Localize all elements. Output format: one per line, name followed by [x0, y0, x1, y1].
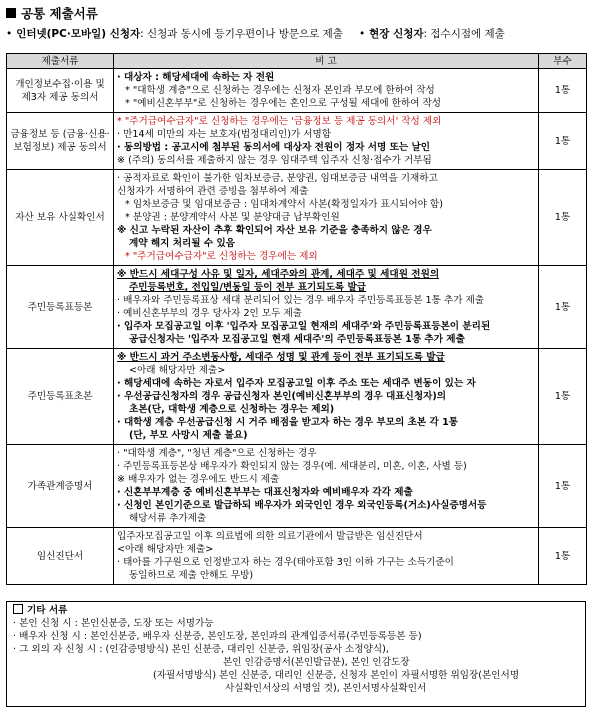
other-line: · 배우자 신청 시 : 본인신분증, 배우자 신분증, 본인도장, 본인과의 관계입증서류(주민등록등본 등) [13, 631, 422, 642]
doc-remarks: ※ 반드시 세대구성 사유 및 일자, 세대주와의 관계, 세대주 및 세대원 전원의 주민등록번호, 전입일/변동일 등이 전부 표기되도록 발급 · 배우자와 주민등록표상 세대 분리되어 있는 경우 배우자 주민등록표등본 1통 추가 제출 · 예비신혼부부의 경우 당사자 2인 모두 제출 · 입주자 모집공고일 이후 '입주자 모집공고일 현재의 세대주'와 주민등록표등본이 분리된 공급신청자는 '입주자 모집공고일 현재 세대주'의 주민등록표등본 1통 추가 제출 [114, 266, 539, 349]
doc-count: 1통 [539, 266, 587, 349]
table-row [7, 170, 587, 266]
doc-count: 1통 [539, 170, 587, 266]
table-row [7, 445, 587, 528]
doc-remarks: * "주거급여수급자"로 신청하는 경우에는 '금융정보 등 제공 동의서' 작성 제외 · 만14세 미만의 자는 보호자(법정대리인)가 서명함 · 동의방법 : 공고시에 첨부된 동의서에 대상자 전원이 정자 서명 또는 날인 ※ (주의) 동의서를 제출하지 않는 경우 임대주택 입주자 신청·접수가 거부됨 [114, 113, 539, 170]
section-header [6, 4, 98, 22]
other-line: · 본인 신청 시 : 본인신분증, 도장 또는 서명가능 [13, 618, 214, 629]
doc-name: 개인정보수집·이용 및 제3자 제공 동의서 [7, 69, 114, 113]
doc-name: 자산 보유 사실확인서 [7, 170, 114, 266]
table-row [7, 528, 587, 585]
documents-table [6, 53, 587, 585]
black-square-icon [6, 8, 16, 18]
doc-remarks: 입주자모집공고일 이후 의료법에 의한 의료기관에서 발급받은 임신진단서 <아래 해당자만 제출> · 태아를 가구원으로 인정받고자 하는 경우(태아포함 3인 이하 가구는 소득기준이 동일하므로 제출 안해도 무방) [114, 528, 539, 585]
table-row [7, 69, 587, 113]
doc-remarks: · "대학생 계층", "청년 계층"으로 신청하는 경우 · 주민등록표등본상 배우자가 확인되지 않는 경우(예. 세대분리, 미혼, 이혼, 사별 등) ※ 배우자가 없는 경우에도 반드시 제출 · 신혼부부계층 중 예비신혼부부는 대표신청자와 예비배우자 각각 제출 · 신청인 본인기준으로 발급하되 배우자가 외국인인 경우 외국인등록(거소)사실증명서등 해당서류 추가제출 [114, 445, 539, 528]
other-title-line [13, 604, 579, 617]
other-documents-box [6, 601, 586, 707]
online-label: 인터넷(PC·모바일) 신청자 [16, 28, 141, 40]
online-text: : 신청과 동시에 등기우편이나 방문으로 제출 [140, 28, 343, 40]
doc-count: 1통 [539, 528, 587, 585]
doc-name: 금융정보 등 (금융·신용·보험정보) 제공 동의서 [7, 113, 114, 170]
other-line: · 그 외의 자 신청 시 : (인감증명방식) 본인 신분증, 대리인 신분증, 위임장(공사 소정양식), [13, 644, 389, 655]
bullet-icon: • [6, 27, 13, 40]
doc-remarks: ※ 반드시 과거 주소변동사항, 세대주 성명 및 관계 등이 전부 표기되도록 발급 <아래 해당자만 제출> · 해당세대에 속하는 자로서 입주자 모집공고일 이후 주소 또는 세대주 변동이 있는 자 · 우선공급신청자의 경우 공급신청자 본인(예비신혼부부의 경우 대표신청자)의 초본(단, 대학생 계층으로 신청하는 경우는 제외) · 대학생 계층 우선공급신청 시 거주 배점을 받고자 하는 경우 부모의 초본 각 1통 (단, 부모 사망시 제출 불요) [114, 349, 539, 445]
table-row [7, 113, 587, 170]
doc-remarks: · 대상자 : 해당세대에 속하는 자 전원 * "대학생 계층"으로 신청하는 경우에는 신청자 본인과 부모에 한하여 작성 * "예비신혼부부"로 신청하는 경우에는 혼인으로 구성될 세대에 한하여 작성 [114, 69, 539, 113]
onsite-text: : 접수시점에 제출 [423, 28, 505, 40]
col-header-count: 부수 [539, 54, 587, 69]
doc-count: 1통 [539, 113, 587, 170]
doc-name: 주민등록표등본 [7, 266, 114, 349]
other-line: (자필서명방식) 본인 신분증, 대리인 신분증, 신청자 본인이 자필서명한 위임장(본인서명 [153, 670, 520, 681]
doc-count: 1통 [539, 69, 587, 113]
doc-name: 임신진단서 [7, 528, 114, 585]
other-line: 본인 인감증명서(본인발급분), 본인 인감도장 [223, 657, 410, 668]
other-line: 사실확인서상의 서명일 것), 본인서명사실확인서 [225, 683, 427, 694]
doc-remarks: · 공적자료로 확인이 불가한 임차보증금, 분양권, 임대보증금 내역을 기재하고 신청자가 서명하여 관련 증빙을 첨부하여 제출 * 임차보증금 및 임대보증금 : 임대차계약서 사본(확정일자가 표시되어야 함) * 분양권 : 분양계약서 사본 및 분양대금 납부확인원 ※ 신고 누락된 자산이 추후 확인되어 자산 보유 기준을 충족하지 않은 경우 계약 해지 처리될 수 있음 * "주거급여수급자"로 신청하는 경우에는 제외 [114, 170, 539, 266]
doc-count: 1통 [539, 349, 587, 445]
col-header-remarks: 비 고 [114, 54, 539, 69]
other-title: 기타 서류 [27, 605, 68, 616]
doc-name: 주민등록표초본 [7, 349, 114, 445]
doc-name: 가족관계증명서 [7, 445, 114, 528]
table-row [7, 349, 587, 445]
empty-square-icon [13, 604, 23, 614]
submission-note [6, 26, 505, 41]
col-header-document: 제출서류 [7, 54, 114, 69]
section-title: 공통 제출서류 [21, 6, 98, 21]
bullet-icon: • [358, 27, 366, 40]
table-row [7, 266, 587, 349]
doc-count: 1통 [539, 445, 587, 528]
table-header-row [7, 54, 587, 69]
onsite-label: 현장 신청자 [369, 28, 424, 40]
